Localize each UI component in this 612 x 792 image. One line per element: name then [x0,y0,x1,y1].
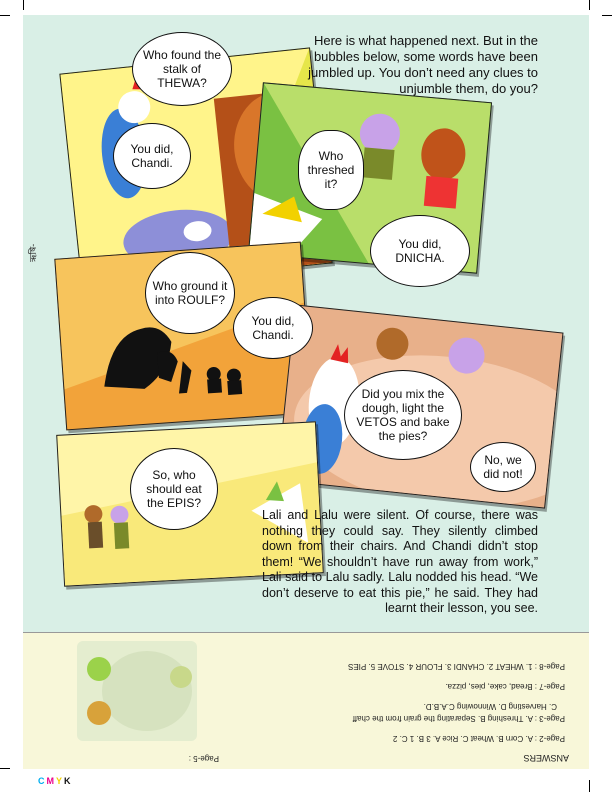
answers-line-5: Page-8 : 1. WHEAT 2. CHANDI 3. FLOUR 4. STOVE 5. PIES [348,662,565,671]
speech-bubble-you-did-chandi-2: You did, Chandi. [233,297,313,359]
cmyk-c: C [38,776,47,786]
answers-line-3: C. Harvesting D. Winnowing C.A.B.D. [423,702,557,711]
speech-bubble-wheat: Who found the stalk of THEWA? [132,32,232,106]
answers-box [23,632,589,769]
intro-text: Here is what happened next. But in the bubbles below, some words have been jumbled up. You don’t need any clues to unjumble them, do you? [308,33,538,96]
crop-mark [0,768,10,769]
answers-line-2: Page-3 : A. Threshing B. Separating the grain from the chaff [352,714,565,723]
answers-line-4: Page-7 : Bread, cake, pies, pizza. [445,682,565,691]
cmyk-k: K [64,776,73,786]
answers-page-ref: Page-5 : [188,754,219,763]
cmyk-registration [38,776,73,786]
thumbnail-illustration [77,641,197,741]
crop-mark [0,15,10,16]
speech-bubble-threshed: Who threshed it? [298,130,364,210]
crop-mark [602,15,612,16]
outro-text: Lali and Lalu were silent. Of course, there was nothing they could say. They silently climbed down from their chairs. And Chandi didn’t stop them! “We shouldn’t have run away from work,” Lali said to Lalu sadly. Lalu nodded his head. “We don’t deserve to eat this pie,” he said. They had learnt their lesson, you see. [262,508,538,615]
artist-signature: ऋषि- [28,243,38,262]
speech-bubble-pies: So, who should eat the EPIS? [130,448,218,530]
answers-thumbnail [77,641,197,741]
crop-mark [589,780,590,792]
speech-bubble-no-we-did-not: No, we did not! [470,442,536,492]
speech-bubble-dnicha: You did, DNICHA. [370,215,470,287]
speech-bubble-dough: Did you mix the dough, light the VETOS and bake the pies? [344,370,462,460]
cmyk-y: Y [56,776,65,786]
speech-bubble-flour: Who ground it into ROULF? [145,252,235,334]
crop-mark [589,0,590,10]
answers-heading: ANSWERS [523,753,569,763]
cmyk-m: M [46,776,56,786]
speech-bubble-you-did-chandi: You did, Chandi. [113,123,191,189]
crop-mark [23,0,24,10]
answers-line-1: Page-2 : A. Corn B. Wheat C. Rice A. 3 B. 1 C. 2 [392,734,565,743]
